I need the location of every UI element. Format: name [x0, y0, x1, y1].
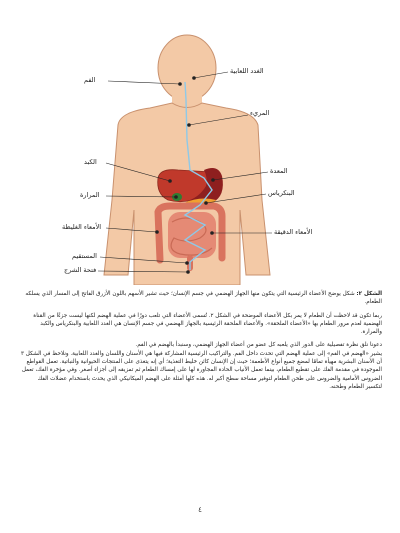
caption-text: شكل يوضح الأعضاء الرئيسية التي يتكون منها الجهاز الهضمي في جسم الإنسان؛ حيث تشير الأسهم باللون الأزرق الفاتح إلى المسار الذي يسلكه الطعام. — [25, 291, 382, 306]
caption-head: الشكل ٢: — [356, 291, 382, 297]
label-salivary-glands: الغدد اللعابية — [230, 67, 264, 75]
label-large-intestine: الأمعاء الغليظة — [62, 223, 102, 231]
figure-caption — [20, 290, 382, 307]
label-rectum: المستقيم — [72, 252, 97, 260]
label-esophagus: المريء — [250, 109, 270, 117]
label-mouth: الفم — [84, 76, 96, 84]
label-anus: فتحة الشرج — [64, 266, 97, 274]
label-liver: الكبد — [84, 158, 97, 166]
page-number: ٤ — [198, 506, 202, 514]
label-pancreas: البنكرياس — [268, 189, 295, 197]
body-text — [20, 290, 382, 396]
paragraph: ربما تكون قد لاحظت أن الطعام لا يمر بكل الأعضاء الموضحة في الشكل ٢. تُسمى الأعضاء التي تلعب دورًا في عملية الهضم لكنها ليست جزءًا من القناة الهضمية لعدم مرور الطعام بها «الأعضاء الملحقة». والأعضاء الملحقة الرئيسية بالجهاز الهضمي في جسم الإنسان هي الغدد اللعابية والبنكرياس والكبد والمرارة. — [33, 312, 382, 336]
paragraph: دعونا نلق نظرة تفصيلية على الدور الذي يلعبه كل عضو من أعضاء الجهاز الهضمي، وسنبدأ بالهضم في الفم. — [135, 342, 382, 349]
paragraph: يشير «الهضم في الفم» إلى عملية الهضم التي تحدث داخل الفم. والتراكيب الرئيسية المشاركة فيها هي الأسنان واللسان والغدد اللعابية. ونلاحظ في الشكل ٣ أن الأسنان البشرية مهيأة تمامًا لمضغ جميع أنواع الأطعمة؛ حيث إن الإنسان كائن خليط التغذية؛ أي إنه يتغذى على المنتجات الحيوانية والنباتية. تعمل القواطع الموجودة في مقدمة الفك على تقطيع الطعام، بينما تعمل الأنياب الحادة المجاورة لها على إمساك الطعام ثم تمزيقه إلى أجزاء أصغر. وفي مؤخرة الفك، تعمل الضروس الأمامية والضروس على طحن الطعام لتوفير مساحة سطح أكبر له. هذه كلها أمثلة على الهضم الميكانيكي الذي يحدث باستخدام عضلات الفك لتكسير الطعام وطحنه. — [20, 350, 382, 390]
label-gallbladder: المرارة — [80, 191, 100, 199]
label-stomach: المعدة — [270, 167, 288, 175]
label-small-intestine: الأمعاء الدقيقة — [274, 228, 313, 236]
